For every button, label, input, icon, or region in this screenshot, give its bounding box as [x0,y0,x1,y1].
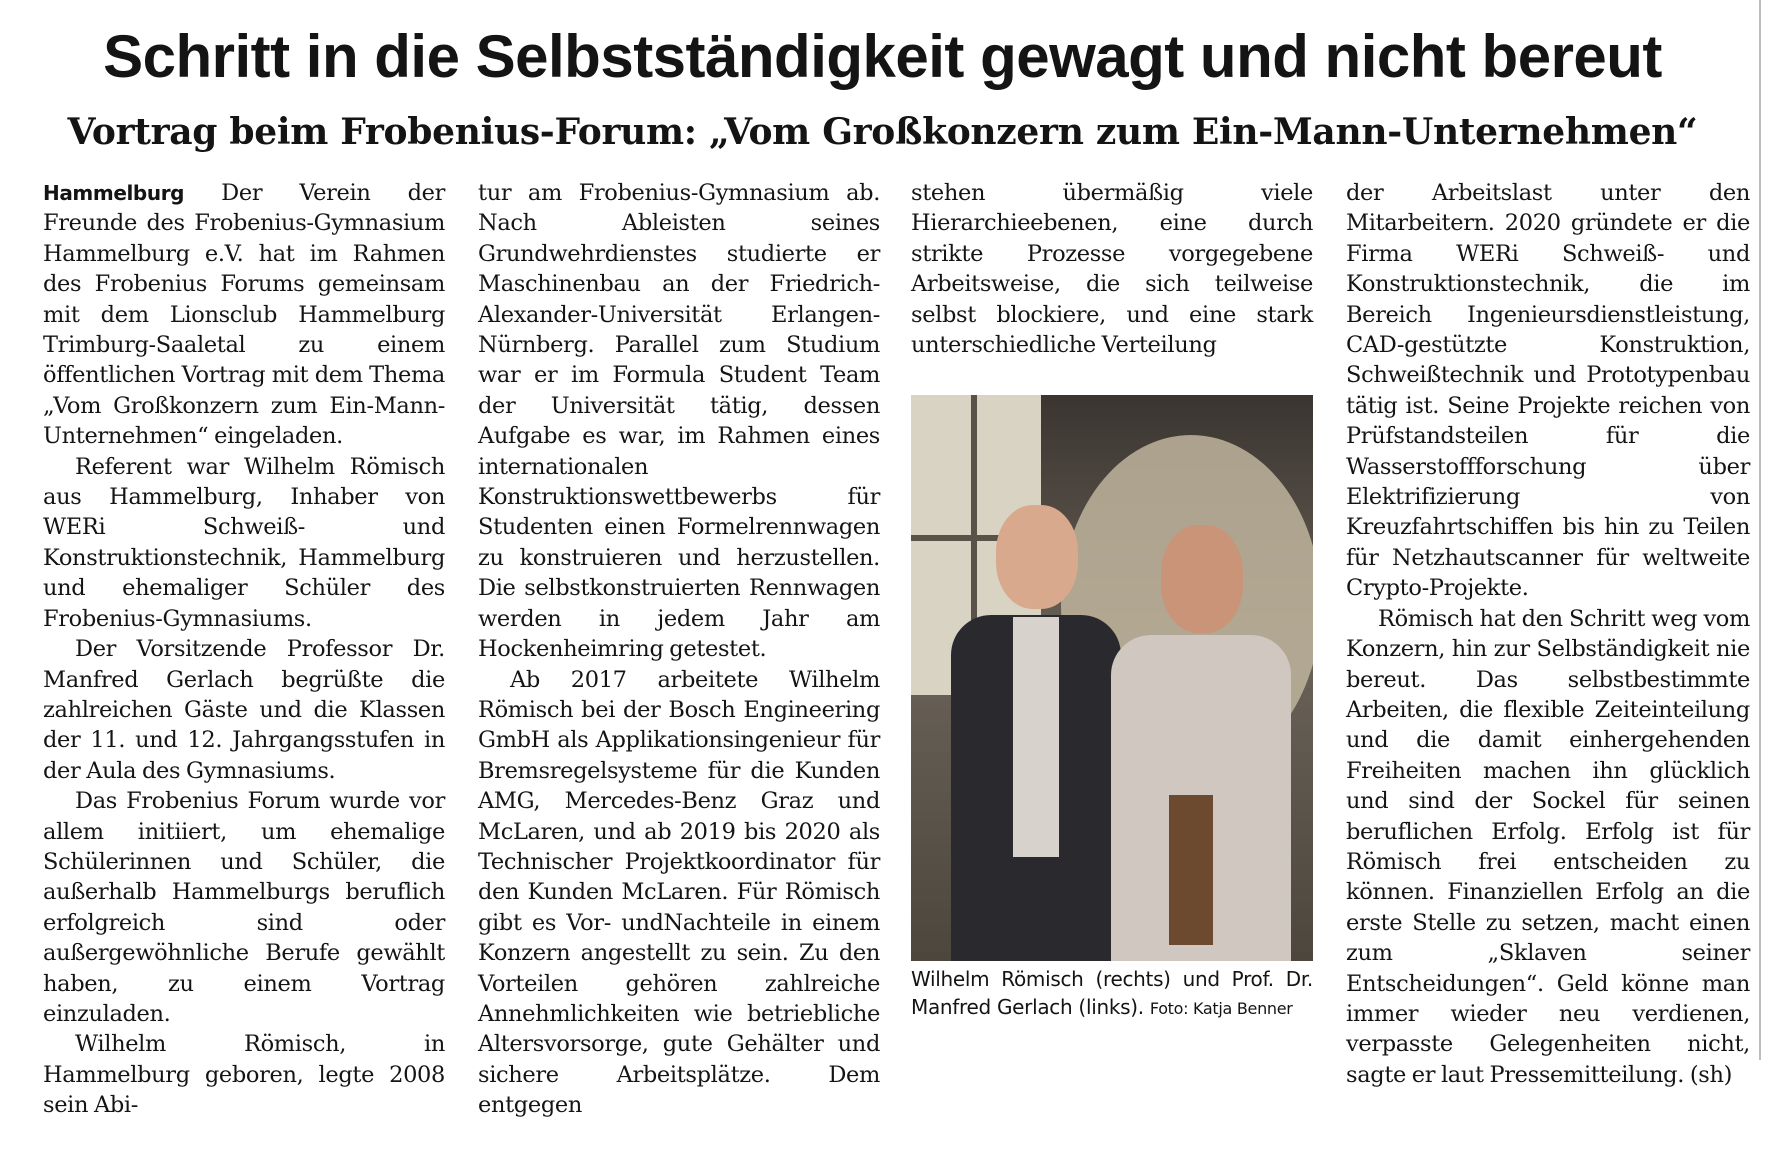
article-column-4 [1346,178,1750,1090]
photo-head [996,505,1078,609]
photo-person-left [951,505,1121,961]
article-paragraph: Wilhelm Römisch, in Hammelburg geboren, legte 2008 sein Abi- [43,1031,445,1119]
photo-credit: Foto: Katja Benner [1149,999,1293,1018]
article-paragraph: Das Frobenius Forum wurde vor allem initiiert, um ehemalige Schülerinnen und Schüler, die außerhalb Hammelburgs beruflich erfolgreich sind oder außergewöhnliche Berufe gewählt haben, zu einem Vortrag einzuladen. [43,788,445,1027]
photo-head-right [1161,525,1243,633]
article-paragraph [43,178,445,452]
article-paragraph: tur am Frobenius-Gymnasium ab. Nach Ableisten seines Grundwehrdienstes studierte er Maschinenbau an der Friedrich-Alexander-Universität Erlangen-Nürnberg. Parallel zum Studium war er im Formula Student Team der Universität tätig, dessen Aufgabe es war, im Rahmen eines internationalen Konstruktionswettbewerbs für Studenten einen Formelrennwagen zu konstruieren und herzustellen. Die selbstkonstruierten Rennwagen werden in jedem Jahr am Hockenheimring getestet. [478,180,880,663]
article-paragraph: der Arbeitslast unter den Mitarbeitern. 2020 gründete er die Firma WERi Schweiß- und Konstruktionstechnik, die im Bereich Ingenieursdienstleistung, CAD-gestützte Konstruktion, Schweißtechnik und Prototypenbau tätig ist. Seine Projekte reichen von Prüfstandsteilen für die Wasserstoffforschung über Elektrifizierung von Kreuzfahrtschiffen bis hin zu Teilen für Netzhautscanner für weltweite Crypto-Projekte. [1346,180,1750,602]
article-photo [911,395,1313,961]
article-paragraph: stehen übermäßig viele Hierarchieebenen, eine durch strikte Prozesse vorgegebene Arbeitsweise, die sich teilweise selbst blockiere, und eine stark unterschiedliche Verteilung [911,180,1313,359]
article-column-3 [911,178,1313,360]
subheadline: Vortrag beim Frobenius-Forum: „Vom Großkonzern zum Ein-Mann-Unternehmen“ [67,111,1698,153]
article-paragraph: Referent war Wilhelm Römisch aus Hammelburg, Inhaber von WERi Schweiß- und Konstruktionstechnik, Hammelburg und ehemaliger Schüler des Frobenius-Gymnasiums. [43,453,445,632]
photo-person-right [1111,525,1291,961]
caption-text: Wilhelm Römisch (rechts) und Prof. Dr. Manfred Gerlach (links). [911,967,1313,1019]
article-column-2 [478,178,880,1121]
article-paragraph: Ab 2017 arbeitete Wilhelm Römisch bei der Bosch Engineering GmbH als Applikationsingenieur für Bremsregelsysteme für die Kunden AMG, Mercedes-Benz Graz und McLaren, und ab 2019 bis 2020 als Technischer Projektkoordinator für den Kunden McLaren. Für Römisch gibt es Vor- undNachteile in einem Konzern angestellt zu sein. Zu den Vorteilen gehören zahlreiche Annehmlichkeiten wie betriebliche Altersvorsorge, gute Gehälter und sichere Arbeitsplätze. Dem entgegen [478,666,880,1119]
photo-gift-bag [1169,795,1213,945]
article-paragraph: Römisch hat den Schritt weg vom Konzern, hin zur Selbständigkeit nie bereut. Das selbstbestimmte Arbeiten, die flexible Zeiteinteilung und die damit einhergehenden Freiheiten machen ihn glücklich und sind der Sockel für seinen beruflichen Erfolg. Erfolg ist für Römisch frei entscheiden zu können. Finanziellen Erfolg an die erste Stelle zu setzen, macht einen zum „Sklaven seiner Entscheidungen“. Geld könne man immer wieder neu verdienen, verpasste Gelegenheiten nicht, sagte er laut Pressemitteilung. (sh) [1346,605,1750,1088]
article-column-1 [43,178,445,1121]
photo-shirt [1013,617,1059,857]
paragraph-text: Der Verein der Freunde des Frobenius-Gymnasium Hammelburg e.V. hat im Rahmen des Frobenius Forums gemeinsam mit dem Lionsclub Hammelburg Trimburg-Saaletal zu einem öffentlichen Vortrag mit dem Thema „Vom Großkonzern zum Ein-Mann-Unternehmen“ eingeladen. [43,180,445,450]
article-paragraph: Der Vorsitzende Professor Dr. Manfred Gerlach begrüßte die zahlreichen Gäste und die Klassen der 11. und 12. Jahrgangsstufen in der Aula des Gymnasiums. [43,636,445,784]
headline: Schritt in die Selbstständigkeit gewagt und nicht bereut [103,23,1662,90]
photo-caption [911,965,1313,1023]
dateline: Hammelburg [43,181,185,205]
column-rule [1759,0,1761,1060]
